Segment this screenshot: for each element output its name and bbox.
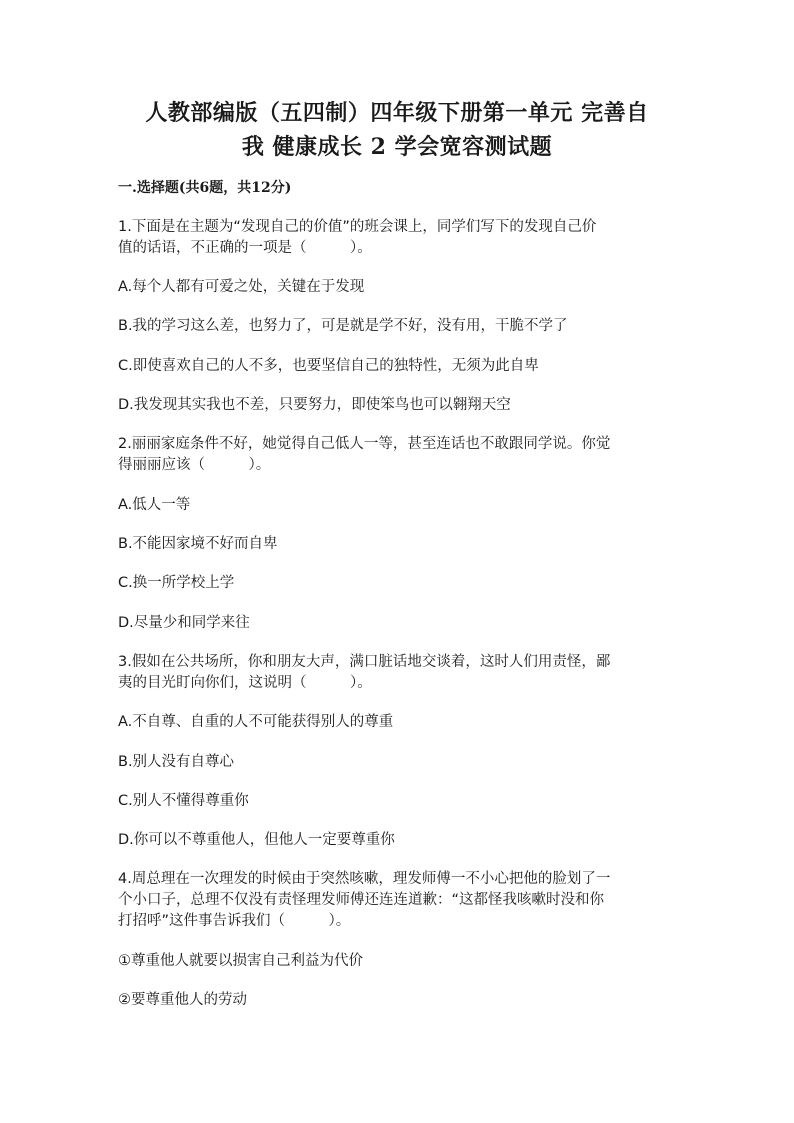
document-title-line-2: 我 健康成长 2 学会宽容测试题 [241, 134, 553, 160]
question-1-option-d: D.我发现其实我也不差，只要努力，即使笨鸟也可以翱翔天空 [118, 397, 511, 413]
question-4-stem-line-2: 个小口子，总理不仅没有责怪理发师傅还连连道歉：“这都怪我咳嗽时没和你 [118, 892, 605, 908]
question-2-option-b: B.不能因家境不好而自卑 [118, 536, 278, 552]
question-1-option-b: B.我的学习这么差，也努力了，可是就是学不好，没有用，干脆不学了 [118, 318, 568, 334]
question-3-option-d: D.你可以不尊重他人，但他人一定要尊重你 [118, 832, 395, 848]
question-4-option-2: ②要尊重他人的劳动 [118, 992, 247, 1008]
question-4-stem-line-3: 打招呼”这件事告诉我们（ ）。 [118, 913, 351, 929]
question-3-stem-line-1: 3.假如在公共场所，你和朋友大声，满口脏话地交谈着，这时人们用责怪，鄙 [118, 654, 611, 670]
question-2-option-d: D.尽量少和同学来往 [118, 615, 250, 631]
question-3-option-c: C.别人不懂得尊重你 [118, 793, 249, 809]
question-1-option-c: C.即使喜欢自己的人不多，也要坚信自己的独特性，无须为此自卑 [118, 358, 539, 374]
question-3-stem-line-2: 夷的目光盯向你们，这说明（ ）。 [118, 675, 372, 691]
question-2-stem-line-1: 2.丽丽家庭条件不好，她觉得自己低人一等，甚至连话也不敢跟同学说。你觉 [118, 436, 611, 452]
question-1-option-a: A.每个人都有可爱之处，关键在于发现 [118, 279, 365, 295]
question-1-stem-line-2: 值的话语，不正确的一项是（ ）。 [118, 240, 372, 256]
question-4-stem-line-1: 4.周总理在一次理发的时候由于突然咳嗽，理发师傅一不小心把他的脸划了一 [118, 871, 611, 887]
question-3-option-a: A.不自尊、自重的人不可能获得别人的尊重 [118, 714, 394, 730]
question-2-option-a: A.低人一等 [118, 497, 191, 513]
question-2-stem-line-2: 得丽丽应该（ ）。 [118, 457, 271, 473]
question-4-option-1: ①尊重他人就要以损害自己利益为代价 [118, 953, 363, 969]
question-1-stem-line-1: 1.下面是在主题为“发现自己的价值”的班会课上，同学们写下的发现自己价 [118, 219, 597, 235]
question-2-option-c: C.换一所学校上学 [118, 575, 235, 591]
section-heading: 一.选择题(共6题，共12分) [118, 180, 292, 196]
question-3-option-b: B.别人没有自尊心 [118, 754, 235, 770]
document-title-line-1: 人教部编版（五四制）四年级下册第一单元 完善自 [145, 100, 649, 126]
